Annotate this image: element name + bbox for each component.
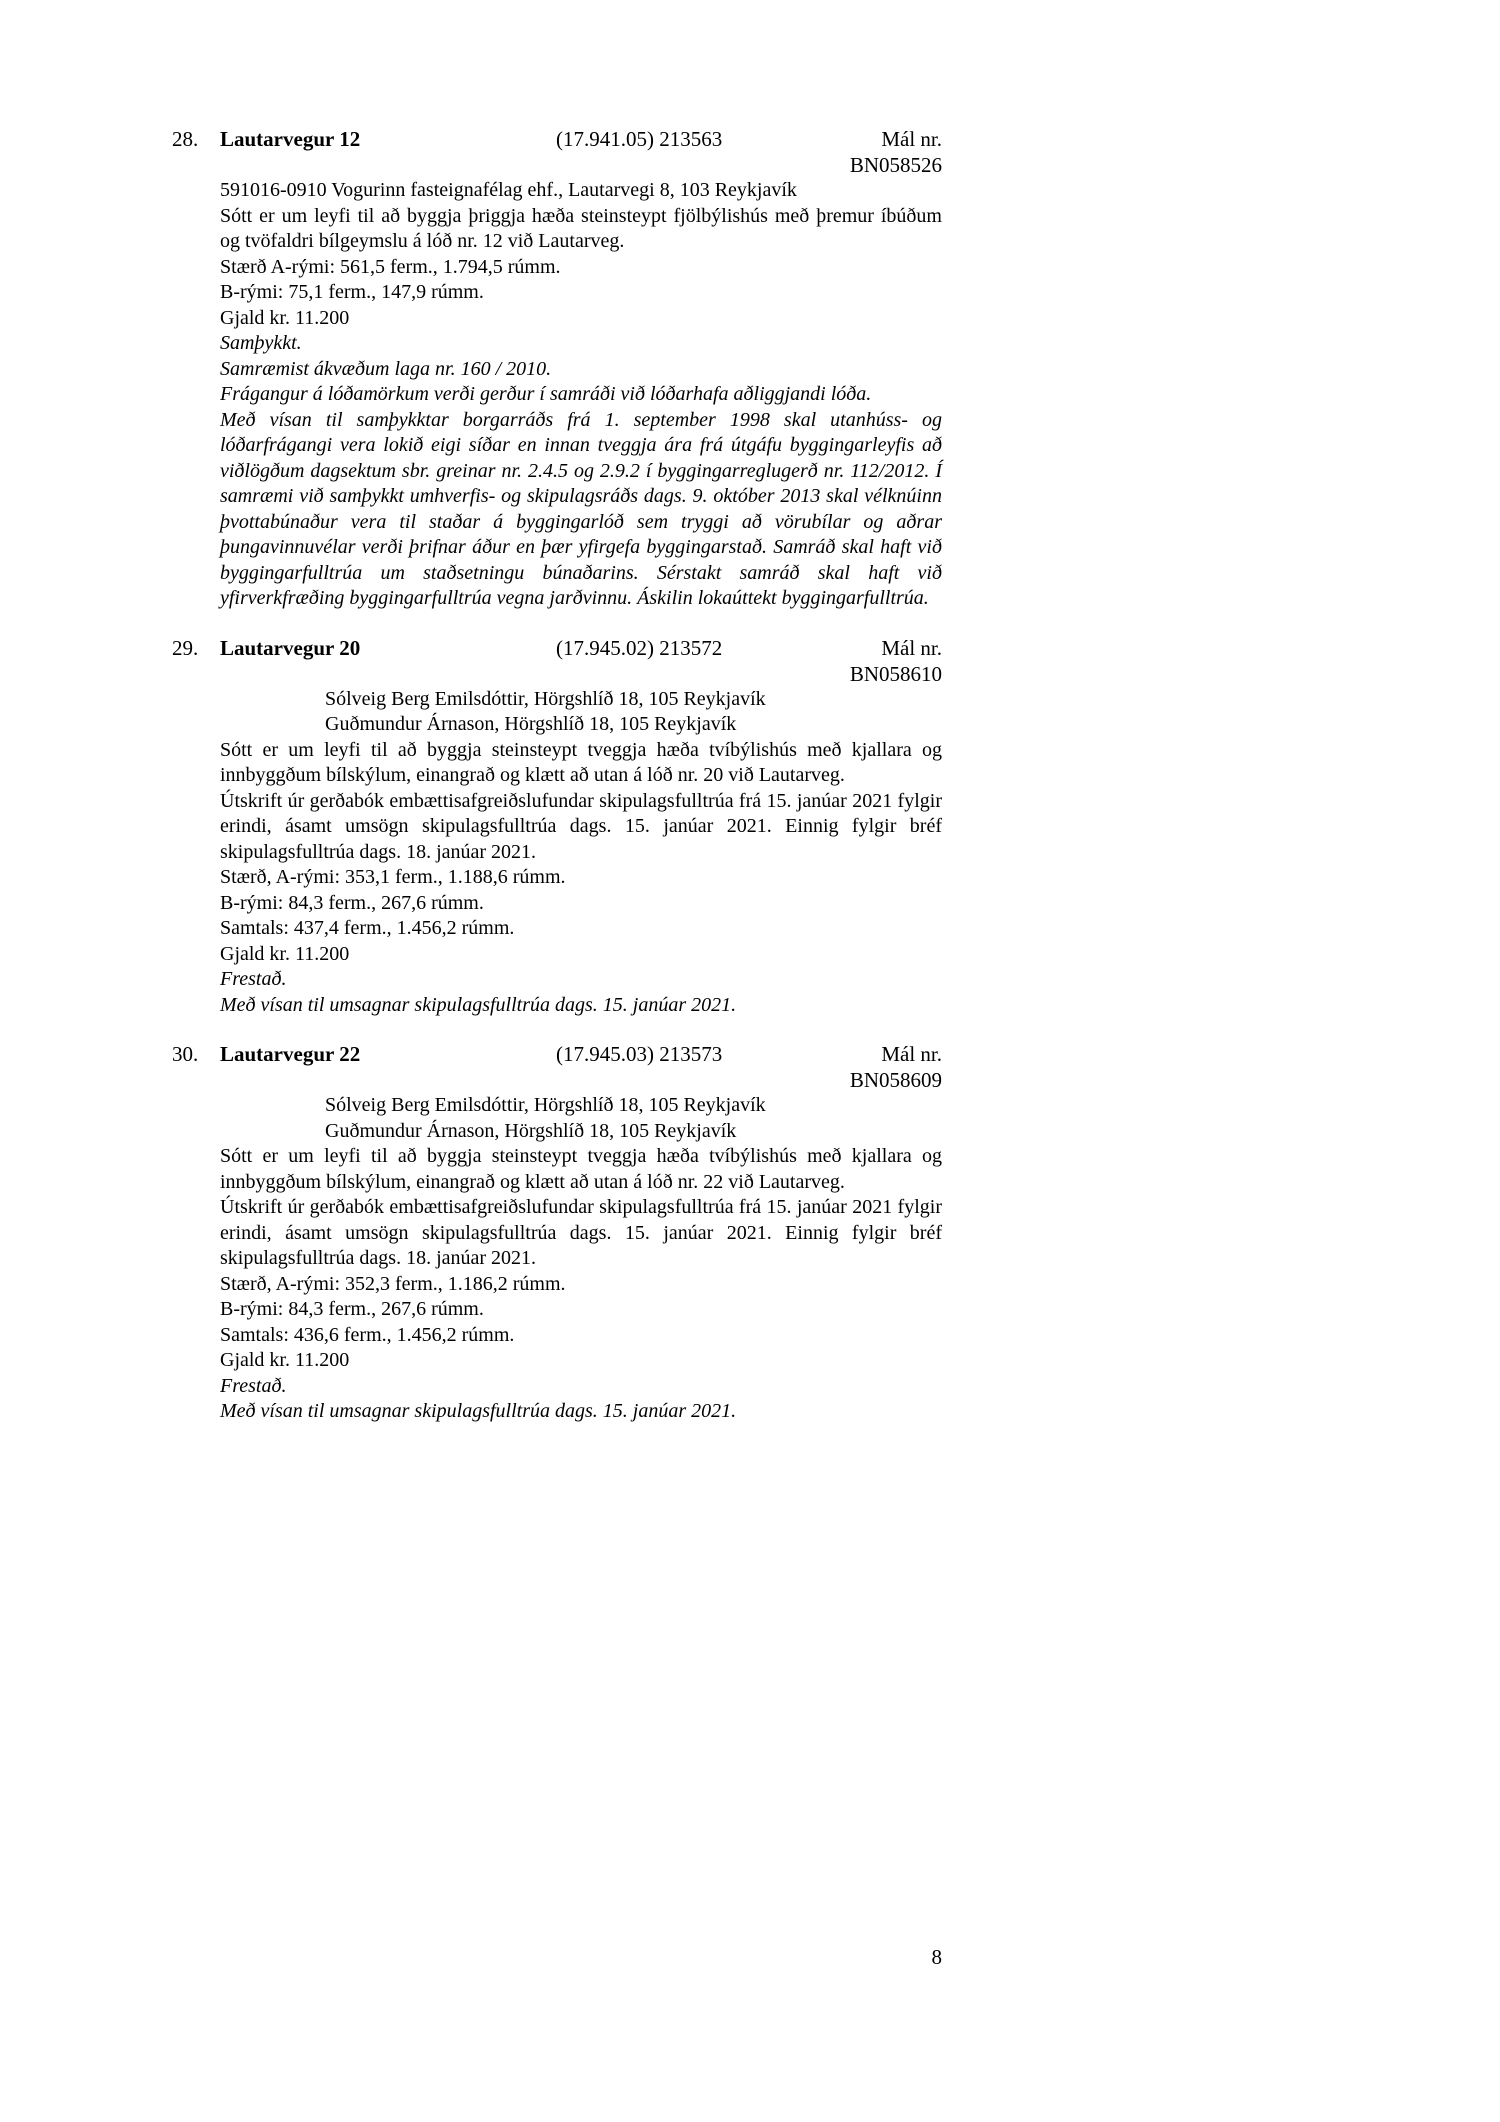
paragraph-law-reference: Samræmist ákvæðum laga nr. 160 / 2010. [220,357,552,380]
item-header [172,126,942,178]
page-number: 8 [931,1945,942,1969]
paragraph-application: Sótt er um leyfi til að byggja þriggja hæða steinsteypt fjölbýlishús með þremur íbúðum og tvöfaldri bílgeymslu á lóð nr. 12 við Lautarveg. [220,204,942,252]
agenda-item-30 [172,1041,942,1425]
item-address-title: Lautarvegur 12 [220,127,361,151]
agenda-item-28 [172,126,942,612]
paragraph-fee: Gjald kr. 11.200 [220,942,350,965]
item-body [220,687,942,1019]
paragraph-size-a: Stærð A-rými: 561,5 ferm., 1.794,5 rúmm. [220,255,561,278]
paragraph-size-b: B-rými: 84,3 ferm., 267,6 rúmm. [220,891,484,914]
applicant-line: Guðmundur Árnason, Hörgshlíð 18, 105 Reykjavík [325,713,737,735]
applicant-line: Sólveig Berg Emilsdóttir, Hörgshlíð 18, 105 Reykjavík [325,687,766,710]
item-number: 30. [172,1042,199,1066]
paragraph-application: Sótt er um leyfi til að byggja steinsteypt tveggja hæða tvíbýlishús með kjallara og innbyggðum bílskýlum, einangrað og klætt að utan á lóð nr. 22 við Lautarveg. [220,1145,942,1193]
paragraph-size-a: Stærð, A-rými: 353,1 ferm., 1.188,6 rúmm. [220,866,566,888]
paragraph-size-total: Samtals: 437,4 ferm., 1.456,2 rúmm. [220,917,515,939]
paragraph-fee: Gjald kr. 11.200 [220,1349,350,1371]
paragraph-reference: Með vísan til umsagnar skipulagsfulltrúa dags. 15. janúar 2021. [220,993,737,1016]
item-case-number: Mál nr. BN058526 [849,127,942,177]
decision-text: Frestað. [220,968,287,990]
item-header [172,635,942,687]
paragraph-reference: Með vísan til umsagnar skipulagsfulltrúa dags. 15. janúar 2021. [220,1400,737,1422]
decision-text: Samþykkt. [220,332,302,354]
item-body [220,1093,942,1425]
item-address-title: Lautarvegur 20 [220,635,361,660]
item-case-number: Mál nr. BN058610 [849,635,942,686]
applicant-line: Guðmundur Árnason, Hörgshlíð 18, 105 Reykjavík [325,1119,737,1142]
paragraph-size-a: Stærð, A-rými: 352,3 ferm., 1.186,2 rúmm. [220,1272,566,1295]
item-reference-number: (17.941.05) 213563 [556,127,723,151]
paragraph-size-b: B-rými: 75,1 ferm., 147,9 rúmm. [220,281,484,303]
item-reference-number: (17.945.02) 213572 [556,635,723,660]
item-header [172,1041,942,1093]
item-body [220,178,942,612]
applicant-line: 591016-0910 Vogurinn fasteignafélag ehf., Lautarvegi 8, 103 Reykjavík [220,179,797,201]
paragraph-attachments: Útskrift úr gerðabók embættisafgreiðslufundar skipulagsfulltrúa frá 15. janúar 2021 fylgir erindi, ásamt umsögn skipulagsfulltrúa dags. 15. janúar 2021. Einnig fylgir bréf skipulagsfulltrúa dags. 18. janúar 2021. [220,789,942,863]
document-content [172,126,942,1448]
agenda-item-29 [172,635,942,1019]
item-number: 28. [172,127,199,151]
paragraph-size-total: Samtals: 436,6 ferm., 1.456,2 rúmm. [220,1323,515,1346]
paragraph-fee: Gjald kr. 11.200 [220,306,350,329]
item-case-number: Mál nr. BN058609 [849,1042,942,1092]
applicant-line: Sólveig Berg Emilsdóttir, Hörgshlíð 18, 105 Reykjavík [325,1094,766,1116]
item-reference-number: (17.945.03) 213573 [556,1042,723,1066]
paragraph-condition: Frágangur á lóðamörkum verði gerður í samráði við lóðarhafa aðliggjandi lóða. [220,383,872,405]
paragraph-application: Sótt er um leyfi til að byggja steinsteypt tveggja hæða tvíbýlishús með kjallara og innbyggðum bílskýlum, einangrað og klætt að utan á lóð nr. 20 við Lautarveg. [220,738,942,786]
paragraph-size-b: B-rými: 84,3 ferm., 267,6 rúmm. [220,1298,484,1320]
decision-text: Frestað. [220,1374,287,1397]
item-address-title: Lautarvegur 22 [220,1042,361,1066]
item-number: 29. [172,635,199,660]
paragraph-attachments: Útskrift úr gerðabók embættisafgreiðslufundar skipulagsfulltrúa frá 15. janúar 2021 fylgir erindi, ásamt umsögn skipulagsfulltrúa dags. 15. janúar 2021. Einnig fylgir bréf skipulagsfulltrúa dags. 18. janúar 2021. [220,1196,942,1269]
paragraph-conditions-long: Með vísan til samþykktar borgarráðs frá 1. september 1998 skal utanhúss- og lóðarfrágangi vera lokið eigi síðar en innan tveggja ára frá útgáfu byggingarleyfis að viðlögðum dagsektum sbr. greinar nr. 2.4.5 og 2.9.2 í byggingarreglugerð nr. 112/2012. Í samræmi við samþykkt umhverfis- og skipulagsráðs dags. 9. október 2013 skal vélknúinn þvottabúnaður vera til staðar á byggingarlóð sem tryggi að vörubílar og aðrar þungavinnuvélar verði þrifnar áður en þær yfirgefa byggingarstað. Samráð skal haft við byggingarfulltrúa um staðsetningu búnaðarins. Sérstakt samráð skal haft við yfirverkfræðing byggingarfulltrúa vegna jarðvinnu. Áskilin lokaúttekt byggingarfulltrúa. [220,408,942,609]
